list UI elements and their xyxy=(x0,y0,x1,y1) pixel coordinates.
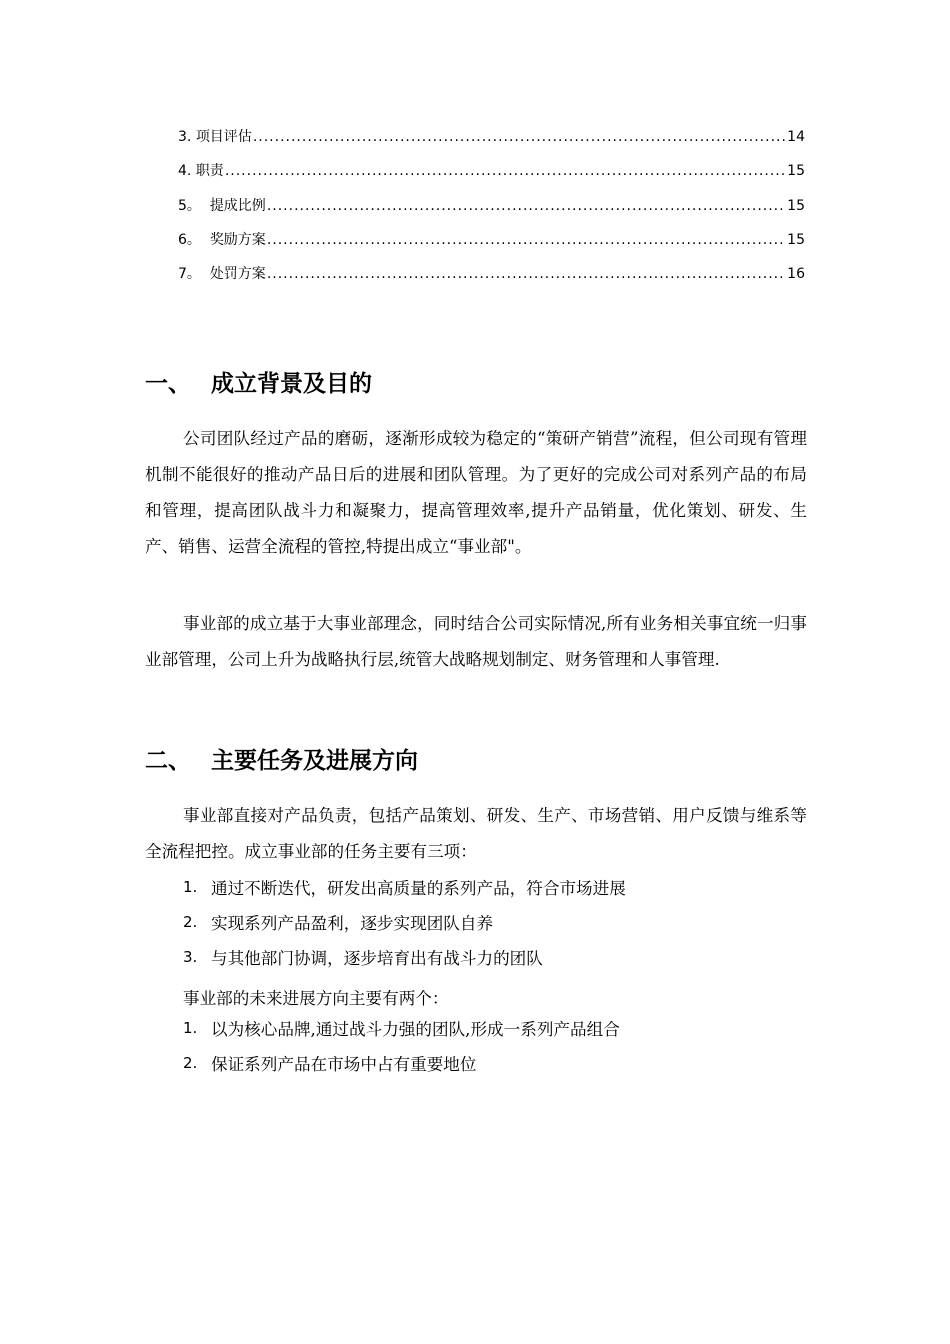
toc-entry-number: 6。 xyxy=(178,231,210,248)
background-paragraph: 公司团队经过产品的磨砺，逐渐形成较为稳定的“策研产销营”流程，但公司现有管理机制不能很好的推动产品日后的进展和团队管理。为了更好的完成公司对系列产品的布局和管理，提高团队战斗力和凝聚力，提高管理效率,提升产品销量，优化策划、研发、生产、销售、运营全流程的管控,特提出成立“事业部"。 xyxy=(145,429,807,556)
list-item-text: 实现系列产品盈利，逐步实现团队自养 xyxy=(211,913,494,933)
toc-entry-page: 14 xyxy=(787,129,805,145)
toc-entry-number: 7。 xyxy=(178,266,210,283)
toc-leader-dots xyxy=(267,198,786,214)
toc-entry[interactable] xyxy=(178,195,805,229)
list-item-number: 1. xyxy=(183,1018,198,1037)
toc-entry-page: 15 xyxy=(787,197,805,214)
toc-entry-page: 15 xyxy=(787,231,805,248)
toc-entry-number: 4. xyxy=(178,163,196,180)
section-number: 二、 xyxy=(145,748,191,774)
list-item xyxy=(183,904,626,939)
toc-leader-dots xyxy=(267,232,786,248)
toc-entry[interactable] xyxy=(178,263,805,297)
directions-list xyxy=(183,1010,620,1081)
section-number: 一、 xyxy=(145,371,191,397)
toc-entry-title: 奖励方案 xyxy=(209,231,266,248)
toc-entry-number: 3. xyxy=(178,129,196,145)
purpose-paragraph: 事业部的成立基于大事业部理念，同时结合公司实际情况,所有业务相关事宜统一归事业部管理，公司上升为战略执行层,统管大战略规划制定、财务管理和人事管理. xyxy=(145,614,807,669)
toc-entry-page: 15 xyxy=(787,163,805,180)
toc-leader-dots xyxy=(225,163,786,179)
toc-entry-title: 提成比例 xyxy=(209,197,266,214)
list-item xyxy=(183,1045,620,1080)
tasks-list xyxy=(183,869,626,975)
toc-entry-title: 职责 xyxy=(195,163,224,180)
list-item xyxy=(183,940,626,975)
toc-entry[interactable] xyxy=(178,160,805,194)
toc-entry-number: 5。 xyxy=(178,197,210,214)
tasks-intro-paragraph: 事业部直接对产品负责，包括产品策划、研发、生产、市场营销、用户反馈与维系等全流程把控。成立事业部的任务主要有三项： xyxy=(145,806,807,861)
toc-entry-page: 16 xyxy=(787,266,805,283)
toc-entry-title: 项目评估 xyxy=(195,129,252,145)
directions-intro: 事业部的未来进展方向主要有两个： xyxy=(183,989,449,1008)
toc-leader-dots xyxy=(267,266,786,282)
table-of-contents xyxy=(178,126,805,297)
toc-entry[interactable] xyxy=(178,126,805,160)
section-title: 主要任务及进展方向 xyxy=(211,748,418,774)
list-item-number: 2. xyxy=(183,912,198,931)
list-item-number: 2. xyxy=(183,1053,198,1072)
list-item xyxy=(183,869,626,904)
list-item-text: 保证系列产品在市场中占有重要地位 xyxy=(211,1054,477,1074)
section-title: 成立背景及目的 xyxy=(211,371,372,397)
section-heading-background xyxy=(145,365,372,398)
toc-leader-dots xyxy=(253,129,786,145)
toc-entry[interactable] xyxy=(178,229,805,263)
list-item-text: 与其他部门协调，逐步培育出有战斗力的团队 xyxy=(211,949,543,969)
toc-entry-title: 处罚方案 xyxy=(209,266,266,283)
list-item-number: 1. xyxy=(183,877,198,896)
list-item-text: 以为核心品牌,通过战斗力强的团队,形成一系列产品组合 xyxy=(211,1019,620,1039)
list-item-text: 通过不断迭代，研发出高质量的系列产品，符合市场进展 xyxy=(211,878,626,898)
list-item xyxy=(183,1010,620,1045)
section-heading-tasks xyxy=(145,742,418,775)
list-item-number: 3. xyxy=(183,948,198,967)
